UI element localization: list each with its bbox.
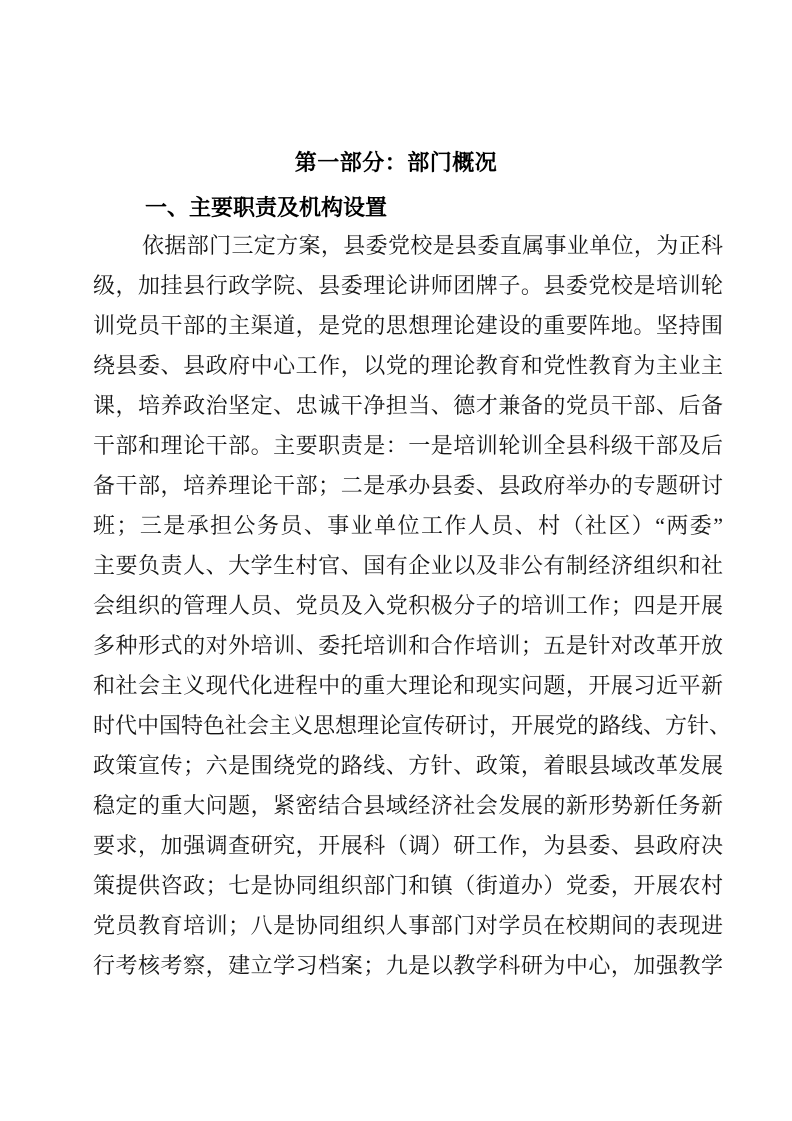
paragraph-line: 干部和理论干部。主要职责是：一是培训轮训全县科级干部及后 — [93, 433, 723, 458]
paragraph-line: 班；三是承担公务员、事业单位工作人员、村（社区）“两委” — [93, 513, 723, 538]
paragraph-line: 会组织的管理人员、党员及入党积极分子的培训工作；四是开展 — [93, 593, 723, 618]
body-paragraph — [93, 226, 732, 986]
paragraph-line: 训党员干部的主渠道，是党的思想理论建设的重要阵地。坚持围 — [93, 313, 723, 338]
paragraph-line: 政策宣传；六是围绕党的路线、方针、政策，着眼县域改革发展 — [93, 753, 723, 778]
paragraph-line: 稳定的重大问题，紧密结合县域经济社会发展的新形势新任务新 — [93, 793, 723, 818]
paragraph-line: 要求，加强调查研究，开展科（调）研工作，为县委、县政府决 — [93, 833, 723, 858]
paragraph-line: 行考核考察，建立学习档案；九是以教学科研为中心，加强教学 — [93, 953, 723, 978]
paragraph-line: 党员教育培训；八是协同组织人事部门对学员在校期间的表现进 — [93, 913, 723, 938]
paragraph-line: 依据部门三定方案，县委党校是县委直属事业单位，为正科 — [142, 233, 723, 258]
paragraph-line: 和社会主义现代化进程中的重大理论和现实问题，开展习近平新 — [93, 673, 723, 698]
paragraph-line: 多种形式的对外培训、委托培训和合作培训；五是针对改革开放 — [93, 633, 723, 658]
paragraph-line: 绕县委、县政府中心工作，以党的理论教育和党性教育为主业主 — [93, 353, 723, 378]
paragraph-line: 时代中国特色社会主义思想理论宣传研讨，开展党的路线、方针、 — [93, 713, 732, 738]
document-title: 第一部分：部门概况 — [294, 150, 498, 175]
paragraph-line: 备干部，培养理论干部；二是承办县委、县政府举办的专题研讨 — [93, 473, 723, 498]
section-heading: 一、主要职责及机构设置 — [145, 195, 388, 220]
paragraph-line: 策提供咨政；七是协同组织部门和镇（街道办）党委，开展农村 — [93, 873, 723, 898]
paragraph-line: 主要负责人、大学生村官、国有企业以及非公有制经济组织和社 — [93, 553, 723, 578]
paragraph-line: 级，加挂县行政学院、县委理论讲师团牌子。县委党校是培训轮 — [93, 273, 723, 298]
paragraph-line: 课，培养政治坚定、忠诚干净担当、德才兼备的党员干部、后备 — [93, 393, 723, 418]
